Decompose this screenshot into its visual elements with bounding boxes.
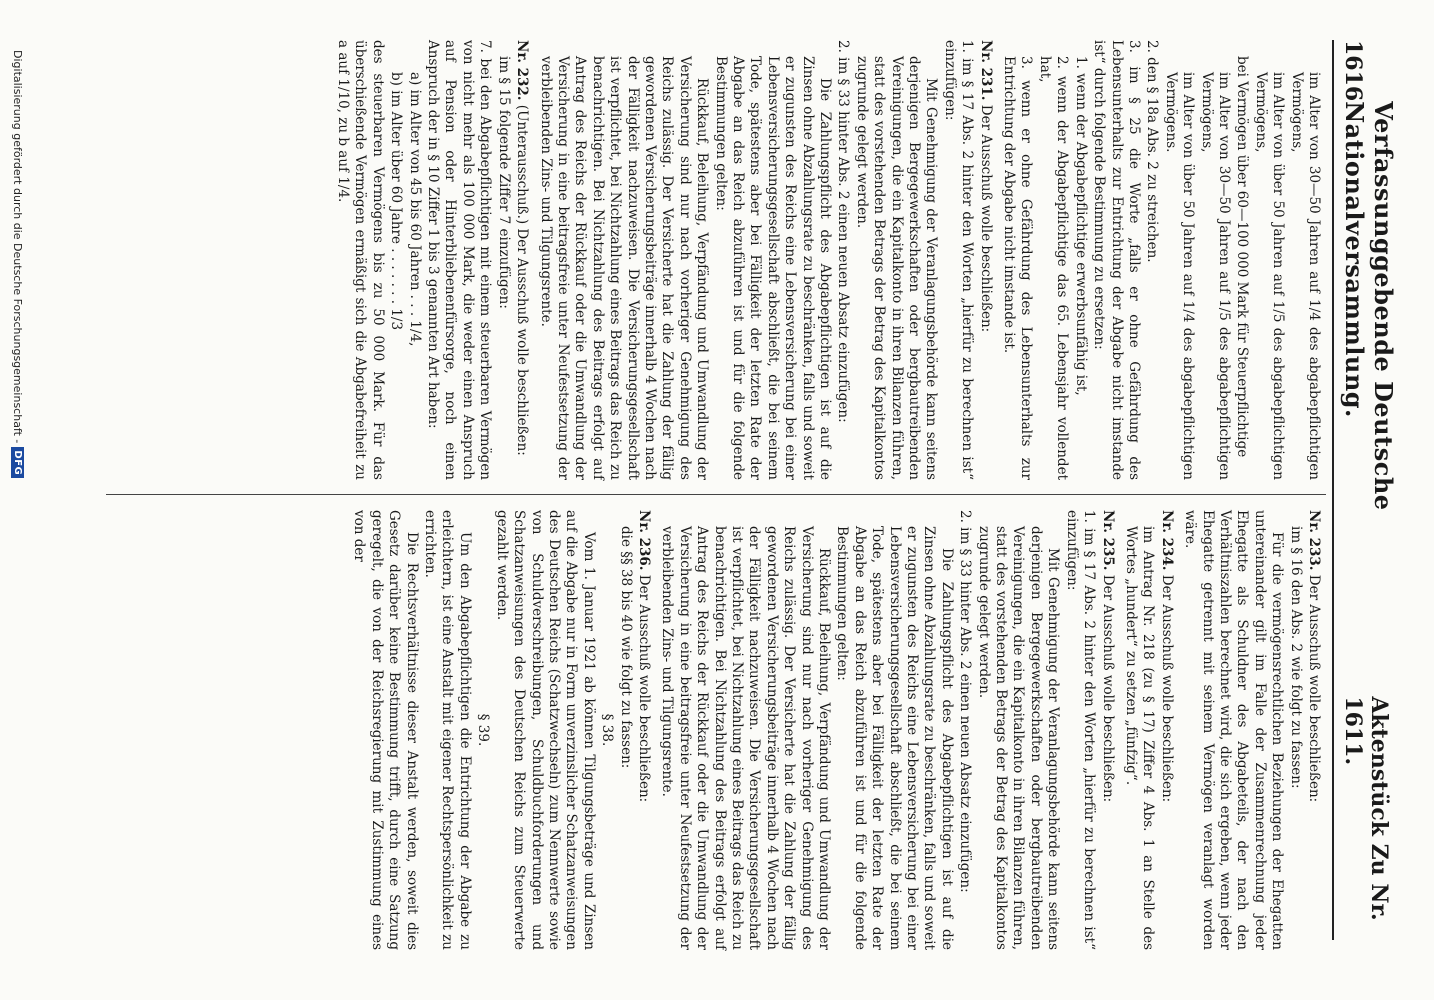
nr236-intro: Der Ausschuß wolle beschließen: <box>635 574 652 803</box>
nr232-item7: 7. bei den Abgabepflichtigen mit einem steuerbaren Vermögen von nicht mehr als 100 000 Mark, die weder einen Anspruch auf Pension oder Hinterbliebenenfürsorge, noch einen Anspruch der in § 10 Ziffer 1 bis 3 genannten Art haben: <box>425 40 494 480</box>
page-header <box>1340 40 1398 940</box>
top-line: im Alter von über 50 Jahren auf 1/5 des abgabepflichtigen Vermögens, <box>1252 72 1287 480</box>
nr232-label: Nr. 232. <box>514 40 531 101</box>
nr233-heading <box>1305 510 1322 950</box>
nr232-heading <box>513 40 530 480</box>
top-line: im Alter von über 50 Jahren auf 1/4 des abgabepflichtigen Vermögens. <box>1162 72 1197 480</box>
nr231-para2: Rückkauf, Beleihung, Verpfändung und Umwandlung der Versicherung sind nur nach vorheriger Genehmigung des Reichs zulässig. Der Versicherte hat die Zahlung der fällig gewordenen Versicherungsbeiträge innerhalb 4 Wochen nach der Fälligkeit nachzuweisen. Die Versicherungsgesellschaft ist verpflichtet, bei Nichtzahlung eines Beitrags das Reich zu benachrichtigen. Bei Nichtzahlung des Beitrags erfolgt auf Antrag des Reichs der Rückkauf oder die Umwandlung der Versicherung in eine beitragsfreie unter Neufestsetzung der verbleibenden Zins- und Tilgungsrente. <box>537 56 711 480</box>
footer-text: Digitalisierung gefördert durch die Deutsche Forschungsgemeinschaft - <box>11 50 24 444</box>
item-3-sub: 1. wenn der Abgabepflichtige erwerbsunfähig ist, <box>1072 56 1089 396</box>
nr235-heading <box>1098 510 1115 950</box>
nr231-label: Nr. 231. <box>977 40 994 101</box>
nr232-line: im § 15 folgende Ziffer 7 einzufügen: <box>495 56 512 309</box>
left-column <box>333 40 1322 480</box>
nr235-label: Nr. 235. <box>1099 510 1116 571</box>
nr236-heading <box>635 510 652 950</box>
nr235-item1: 1. im § 17 Abs. 2 hinter den Worten „hierfür zu berechnen ist“ einzufügen: <box>1063 510 1098 950</box>
nr236-label: Nr. 236. <box>635 510 652 571</box>
nr231-intro: Der Ausschuß wolle beschließen: <box>977 104 994 333</box>
nr234-heading <box>1157 510 1174 950</box>
nr235-para: Die Zahlungspflicht des Abgabepflichtigen ist auf die Zinsen ohne Abzahlungsrate zu beschränken, falls und soweit er zugunsten des Reichs eine Lebensversicherung bei einer Lebensversicherungsgesellschaft abschließt, die bei seinem Tode, spätestens aber bei Fälligkeit der letzten Rate der Abgabe an das Reich abzuführen ist und für die folgende Bestimmungen gelten: <box>834 526 955 950</box>
nr234-text: im Antrag Nr. 218 (zu § 17) Ziffer 4 Abs. 1 an Stelle des Wortes „hundert“ zu setzen „fünfzig“. <box>1122 526 1157 950</box>
nr235-para2: Rückkauf, Beleihung, Verpfändung und Umwandlung der Versicherung sind nur nach vorheriger Genehmigung des Reichs zulässig. Der Versicherte hat die Zahlung der fällig gewordenen Versicherungsbeiträge innerhalb 4 Wochen nach der Fälligkeit nachzuweisen. Die Versicherungsgesellschaft ist verpflichtet, bei Nichtzahlung eines Beitrags das Reich zu benachrichtigen. Bei Nichtzahlung des Beitrags erfolgt auf Antrag des Reichs der Rückkauf oder die Umwandlung der Versicherung in eine beitragsfreie unter Neufestsetzung der verbleibenden Zins- und Tilgungsrente. <box>659 526 833 950</box>
section-39-heading: § 39. <box>475 713 492 747</box>
nr234-label: Nr. 234. <box>1158 510 1175 571</box>
nr235-item2: 2. im § 33 hinter Abs. 2 einen neuen Absatz einzufügen: <box>957 510 974 893</box>
nr233-quote: Für die vermögensrechtlichen Beziehungen der Ehegatten untereinander gilt im Falle der Zusammenrechnung jeder Ehegatte als Schuldner des Abgabeteils, der nach den Verhältniszahlen berechnet wird, die sich ergeben, wenn jeder Ehegatte getrennt mit seinem Vermögen veranlagt worden wäre. <box>1182 510 1286 950</box>
nr231-item2: 2. im § 33 hinter Abs. 2 einen neuen Absatz einzufügen: <box>835 40 852 423</box>
nr232-a: a) im Alter von 45 bis 60 Jahren . . . 1/4, <box>406 72 423 347</box>
item-2: 2. den § 18a Abs. 2 zu streichen. <box>1144 40 1161 263</box>
page-title: Verfassunggebende Deutsche Nationalversammlung. <box>1340 101 1398 511</box>
nr233-line: im § 16 den Abs. 2 wie folgt zu fassen: <box>1287 526 1304 789</box>
section-39-text1: Um den Abgabepflichtigen die Entrichtung der Abgabe zu erleichtern, ist eine Anstalt mit eigener Rechtspersönlichkeit zu errichten. <box>422 510 473 950</box>
page-number: 1616 <box>1340 40 1366 102</box>
item-3-sub: 3. wenn er ohne Gefährdung des Lebensunterhalts zur Entrichtung der Abgabe nicht imstande ist. <box>1001 56 1035 480</box>
section-38-heading: § 38. <box>599 713 616 747</box>
nr232-tail: des steuerbaren Vermögens bis zu 50 000 Mark. Für das überschießende Vermögen ermäßigt sich die Abgabefreiheit zu a auf 1/10, zu b auf 1/4. <box>335 40 386 480</box>
nr231-item1: 1. im § 17 Abs. 2 hinter den Worten „hierfür zu berechnen ist“ einzufügen: <box>941 40 976 480</box>
nr231-quote: Mit Genehmigung der Veranlagungsbehörde kann seitens derjenigen Bergegewerkschaften oder bergbautreibenden Vereinigungen, die ein Kapitalkonto in ihren Bilanzen führen, statt des vorstehenden Betrags der Betrag des Kapitalkontos zugrunde gelegt werden. <box>853 56 940 480</box>
column-divider <box>106 494 1326 495</box>
nr235-quote: Mit Genehmigung der Veranlagungsbehörde kann seitens derjenigen Bergegewerkschaften oder bergbautreibenden Vereinigungen, die ein Kapitalkonto in ihren Bilanzen führen, statt des vorstehenden Betrags der Betrag des Kapitalkontos zugrunde gelegt werden. <box>975 526 1062 950</box>
header-rule <box>1332 40 1334 940</box>
nr232-intro: (Unterausschuß.) Der Ausschuß wolle beschließen: <box>514 104 531 456</box>
section-39-text2: Die Rechtsverhältnisse dieser Anstalt werden, soweit dies Gesetz darüber keine Bestimmung trifft, durch eine Satzung geregelt, die von der Reichsregierung mit Zustimmung eines von der <box>351 510 420 950</box>
footer <box>11 50 24 478</box>
nr233-label: Nr. 233. <box>1306 510 1322 571</box>
top-line: bei Vermögen über 60—100 000 Mark für Steuerpflichtige <box>1234 56 1251 458</box>
item-3: 3. im § 25 die Worte „falls er ohne Gefährdung des Lebensunterhalts zur Entrichtung der Abgabe nicht imstande ist“ durch folgende Bestimmung zu ersetzen: <box>1091 40 1142 480</box>
nr231-para: Die Zahlungspflicht des Abgabepflichtigen ist auf die Zinsen ohne Abzahlungsrate zu beschränken, falls und soweit er zugunsten des Reichs eine Lebensversicherung bei einer Lebensversicherungsgesellschaft abschließt, die bei seinem Tode, spätestens aber bei Fälligkeit der letzten Rate der Abgabe an das Reich abzuführen ist und für die folgende Bestimmungen gelten: <box>712 56 834 480</box>
nr231-heading <box>976 40 993 480</box>
nr233-intro: Der Ausschuß wolle beschließen: <box>1306 574 1322 803</box>
nr235-intro: Der Ausschuß wolle beschließen: <box>1099 574 1116 803</box>
nr234-intro: Der Ausschuß wolle beschließen: <box>1158 574 1175 803</box>
section-38-text: Vom 1. Januar 1921 ab können Tilgungsbeträge und Zinsen auf die Abgabe nur in Form unverzinslicher Schatzanweisungen des Deutschen Reichs (Schatzwechseln) zum Nennwerte sowie von Schuldverschreibungen, Schuldbuchforderungen und Schatzanweisungen des Deutschen Reichs zum Steuerwerte gezahlt werden. <box>493 510 597 950</box>
dfg-logo: DFG <box>11 447 24 478</box>
item-3-sub: 2. wenn der Abgabepflichtige das 65. Lebensjahr vollendet hat, <box>1036 56 1071 480</box>
nr232-b: b) im Alter über 60 Jahre . . . . . . . 1/3 <box>388 72 405 331</box>
top-line: im Alter von 30—50 Jahren auf 1/5 des abgabepflichtigen Vermögens, <box>1198 72 1232 480</box>
right-column <box>349 510 1322 950</box>
top-line: im Alter von 30—50 Jahren auf 1/4 des abgabepflichtigen Vermögens, <box>1288 72 1322 480</box>
nr236-line: die §§ 38 bis 40 wie folgt zu fassen: <box>617 526 634 769</box>
supplement-label: Aktenstück Zu Nr. 1611. <box>1340 696 1392 921</box>
